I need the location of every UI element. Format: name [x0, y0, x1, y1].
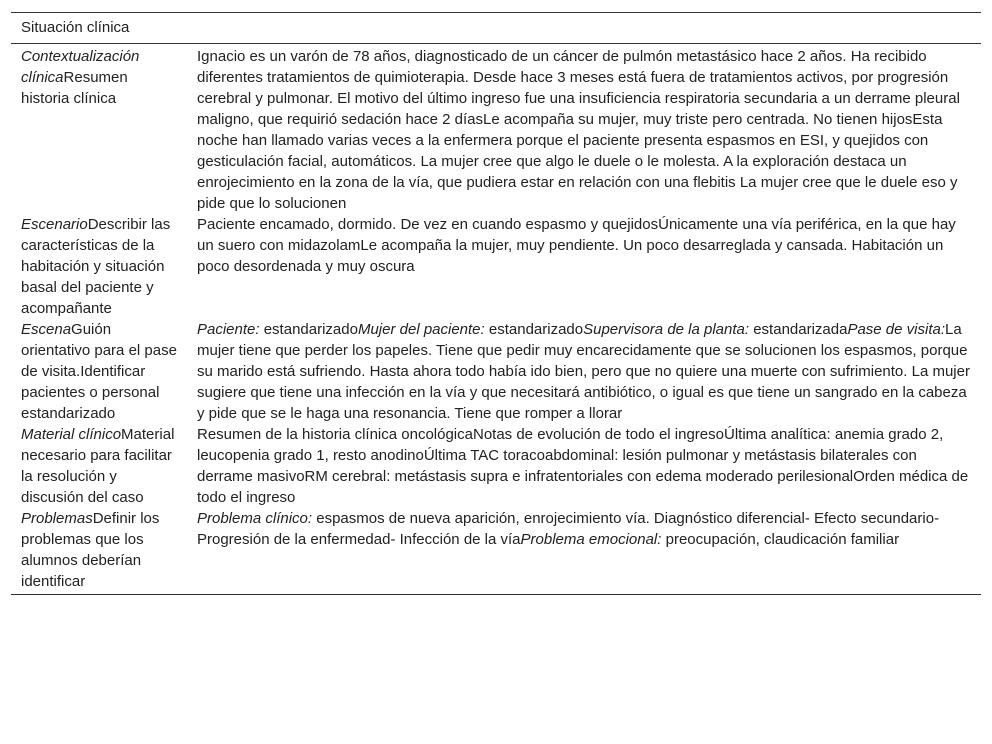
row-label-italic: Problemas: [21, 510, 93, 527]
content-segment: espasmos de nueva aparición, enrojecimiento vía. Diagnóstico diferencial- Efecto secundario- Progresión de la enfermedad- Infección de la vía: [197, 510, 940, 548]
content-segment: estandarizada: [749, 321, 848, 338]
table-row: [11, 214, 981, 319]
content-italic-segment: Paciente:: [197, 321, 260, 338]
content-segment: estandarizado: [484, 321, 584, 338]
clinical-case-table: [11, 12, 981, 595]
row-label-description: Resumen historia clínica: [21, 69, 128, 107]
content-italic-segment: Pase de visita:: [847, 321, 946, 338]
table-row: [11, 319, 981, 424]
table-row: [11, 44, 981, 215]
content-italic-segment: Problema emocional:: [520, 531, 662, 548]
table-header: Situación clínica: [11, 13, 981, 44]
row-label: [11, 44, 187, 215]
content-segment: Resumen de la historia clínica oncológicaNotas de evolución de todo el ingresoÚltima analítica: anemia grado 2, leucopenia grado 1, resto anodinoÚltima TAC toracoabdominal: lesión pulmonar y metástasis bilaterales con derrame masivoRM cerebral: metástasis supra e infratentoriales con edema moderado perilesionalOrden médica de todo el ingreso: [197, 426, 969, 506]
row-label-description: Describir las características de la habitación y situación basal del paciente y acompañante: [21, 216, 171, 317]
table-row: [11, 508, 981, 595]
content-segment: estandarizado: [259, 321, 358, 338]
row-label: [11, 319, 187, 424]
row-content: [187, 44, 981, 215]
row-label-italic: Escenario: [21, 216, 88, 233]
row-label: [11, 424, 187, 508]
content-segment: Paciente encamado, dormido. De vez en cuando espasmo y quejidosÚnicamente una vía periférica, en la que hay un suero con midazolamLe acompaña la mujer, muy pendiente. Un poco desarreglada y cansada. Habitación un poco desordenada y muy oscura: [197, 216, 956, 275]
row-label-description: Guión orientativo para el pase de visita.Identificar pacientes o personal estandarizado: [21, 321, 177, 422]
row-label: [11, 508, 187, 595]
table-row: [11, 424, 981, 508]
content-italic-segment: Problema clínico:: [197, 510, 313, 527]
row-content: [187, 424, 981, 508]
content-italic-segment: Mujer del paciente:: [357, 321, 485, 338]
row-content: [187, 214, 981, 319]
row-content: [187, 508, 981, 595]
table-header-row: [11, 13, 981, 44]
row-label-description: Material necesario para facilitar la resolución y discusión del caso: [21, 426, 175, 506]
row-label-italic: Material clínico: [21, 426, 122, 443]
content-segment: La mujer tiene que perder los papeles. Tiene que pedir muy encarecidamente que se solucionen los espasmos, porque su marido está sufriendo. Hasta ahora todo había ido bien, pero que no quiere una muerte con sufrimiento. La mujer sugiere que tiene una infección en la vía y que necesitará antibiótico, o igual es que tiene un sangrado en la cabeza y pide que se le haga una resonancia. Tiene que romper a llorar: [197, 321, 970, 422]
row-label-description: Definir los problemas que los alumnos deberían identificar: [21, 510, 160, 590]
content-segment: preocupación, claudicación familiar: [661, 531, 900, 548]
content-segment: Ignacio es un varón de 78 años, diagnosticado de un cáncer de pulmón metastásico hace 2 años. Ha recibido diferentes tratamientos de quimioterapia. Desde hace 3 meses está fuera de tratamientos activos, por progresión cerebral y pulmonar. El motivo del último ingreso fue una insuficiencia respiratoria secundaria a un derrame pleural maligno, que requirió sedación hace 2 díasLe acompaña su mujer, muy triste pero centrada. No tienen hijosEsta noche han llamado varias veces a la enfermera porque el paciente presenta espasmos en ESI, y quejidos con gesticulación facial, automáticos. La mujer cree que algo le duele o le molesta. A la exploración destaca un enrojecimiento en la zona de la vía, que pudiera estar en relación con una flebitis La mujer cree que le duele eso y pide que lo solucionen: [197, 48, 960, 212]
row-content: [187, 319, 981, 424]
table-body: [11, 44, 981, 595]
row-label-italic: Contextualización clínica: [21, 48, 140, 86]
clinical-case-table-container: [11, 12, 981, 595]
row-label: [11, 214, 187, 319]
content-italic-segment: Supervisora de la planta:: [583, 321, 750, 338]
row-label-italic: Escena: [21, 321, 72, 338]
